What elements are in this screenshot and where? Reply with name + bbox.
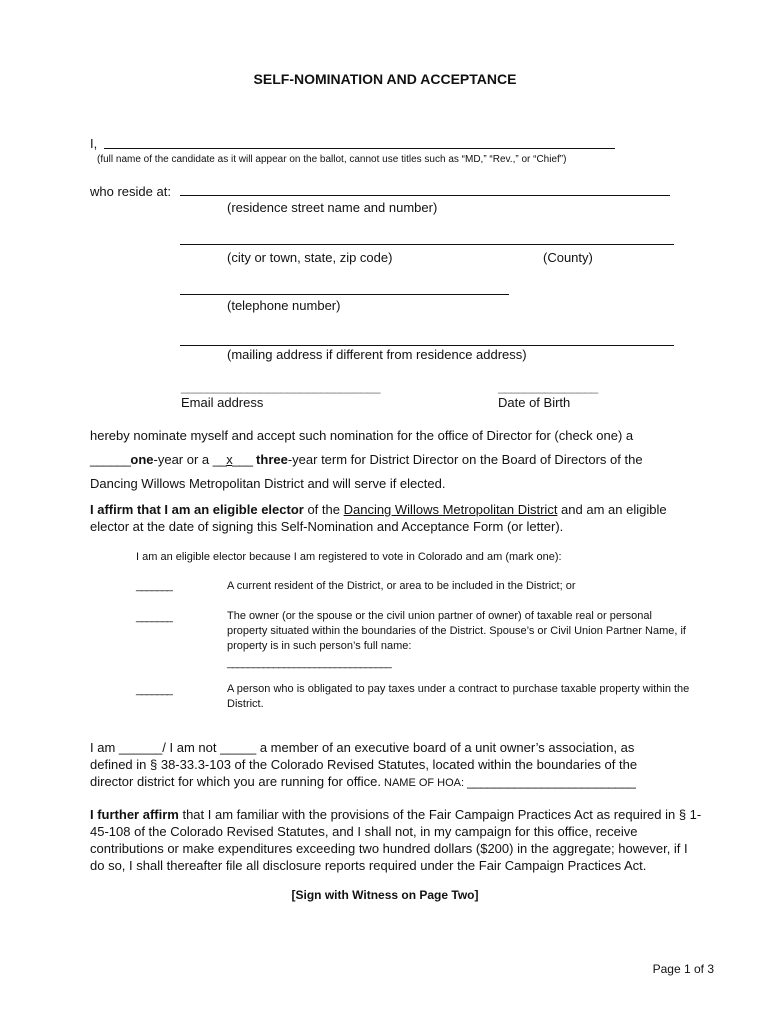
hoa-line-3-text: director district for which you are running for office. bbox=[90, 774, 381, 789]
further-affirm-text: that I am familiar with the provisions of the Fair Campaign Practices Act as required in § 1-45-108 of the Colorado Revised Statutes, and I shall not, in my campaign for this office, receive contributions or make expenditures exceeding two hundred dollars ($200) in the aggregate; however, if I do so, I shall thereafter file all disclosure reports required under the Fair Campaign Practices Act. bbox=[90, 807, 702, 873]
one-year-label: one bbox=[130, 452, 154, 467]
dob-label: Date of Birth bbox=[498, 395, 571, 410]
three-year-checkbox[interactable] bbox=[213, 452, 253, 467]
email-label: Email address bbox=[181, 395, 264, 410]
nominate-line-3: Dancing Willows Metropolitan District and will serve if elected. bbox=[90, 476, 446, 491]
sign-witness-note: [Sign with Witness on Page Two] bbox=[291, 888, 479, 902]
mailing-address-label: (mailing address if different from residence address) bbox=[227, 347, 527, 362]
dob-field[interactable]: _______________ bbox=[498, 379, 598, 394]
option-resident-checkbox[interactable]: _______ bbox=[136, 580, 172, 592]
three-year-label: three bbox=[252, 452, 288, 467]
county-label: (County) bbox=[543, 250, 593, 265]
city-state-zip-field[interactable] bbox=[180, 244, 674, 245]
name-prefix: I, bbox=[90, 136, 98, 151]
option-resident-text: A current resident of the District, or area to be included in the District; or bbox=[227, 580, 576, 592]
email-field[interactable]: ______________________________ bbox=[181, 379, 380, 394]
telephone-field[interactable] bbox=[180, 294, 509, 295]
term-choice-line bbox=[90, 452, 643, 467]
three-year-blank-post: ___ bbox=[232, 452, 253, 467]
further-affirm-paragraph bbox=[90, 806, 702, 874]
reside-label: who reside at: bbox=[90, 184, 171, 199]
affirm-text-1: of the bbox=[303, 502, 344, 517]
term-mid-text: -year or a bbox=[153, 452, 213, 467]
further-affirm-bold: I further affirm bbox=[90, 807, 179, 822]
telephone-label: (telephone number) bbox=[227, 298, 341, 313]
hoa-name-label: NAME OF HOA: bbox=[380, 777, 468, 789]
city-state-zip-label: (city or town, state, zip code) bbox=[227, 250, 393, 265]
affirm-bold: I affirm that I am an eligible elector bbox=[90, 502, 304, 517]
partner-name-field[interactable]: ________________________________ bbox=[227, 657, 391, 669]
district-name: Dancing Willows Metropolitan District bbox=[343, 502, 558, 517]
term-end-text: -year term for District Director on the Board of Directors of the bbox=[287, 452, 643, 467]
eligible-intro: I am an eligible elector because I am registered to vote in Colorado and am (mark one): bbox=[136, 551, 562, 563]
affirm-paragraph bbox=[90, 501, 702, 535]
hoa-line-3 bbox=[90, 774, 635, 789]
option-owner-text: The owner (or the spouse or the civil union partner of owner) of taxable real or personal property situated within the boundaries of the District. Spouse’s or Civil Union Partner Name, if property is in such person’s full name: bbox=[227, 610, 686, 652]
nominate-line-1: hereby nominate myself and accept such nomination for the office of Director for (check one) a bbox=[90, 428, 634, 443]
candidate-name-field[interactable] bbox=[104, 148, 615, 149]
three-year-mark: x bbox=[226, 452, 233, 467]
residence-street-label: (residence street name and number) bbox=[227, 200, 438, 215]
hoa-line-1: I am ______/ I am not _____ a member of an executive board of a unit owner’s association, as bbox=[90, 740, 635, 755]
option-owner-checkbox[interactable]: _______ bbox=[136, 611, 172, 623]
option-taxpayer-checkbox[interactable]: _______ bbox=[136, 684, 172, 696]
one-year-checkbox[interactable]: ______ bbox=[90, 452, 131, 467]
page-number: Page 1 of 3 bbox=[652, 962, 714, 976]
residence-street-field[interactable] bbox=[180, 195, 670, 196]
option-taxpayer-text: A person who is obligated to pay taxes under a contract to purchase taxable property within the District. bbox=[227, 683, 690, 710]
name-note: (full name of the candidate as it will appear on the ballot, cannot use titles such as “MD,” “Rev.,” or “Chief”) bbox=[97, 154, 567, 165]
mailing-address-field[interactable] bbox=[180, 345, 674, 346]
affirm-text-2: and am an eligible elector at the date of signing this Self-Nomination and Acceptance Form (or letter). bbox=[90, 502, 667, 534]
page-title: SELF-NOMINATION AND ACCEPTANCE bbox=[253, 71, 517, 87]
three-year-blank-pre: __ bbox=[212, 452, 227, 467]
hoa-name-field[interactable]: _________________________ bbox=[467, 774, 636, 789]
hoa-line-2: defined in § 38-33.3-103 of the Colorado Revised Statutes, located within the boundaries of the bbox=[90, 757, 638, 772]
